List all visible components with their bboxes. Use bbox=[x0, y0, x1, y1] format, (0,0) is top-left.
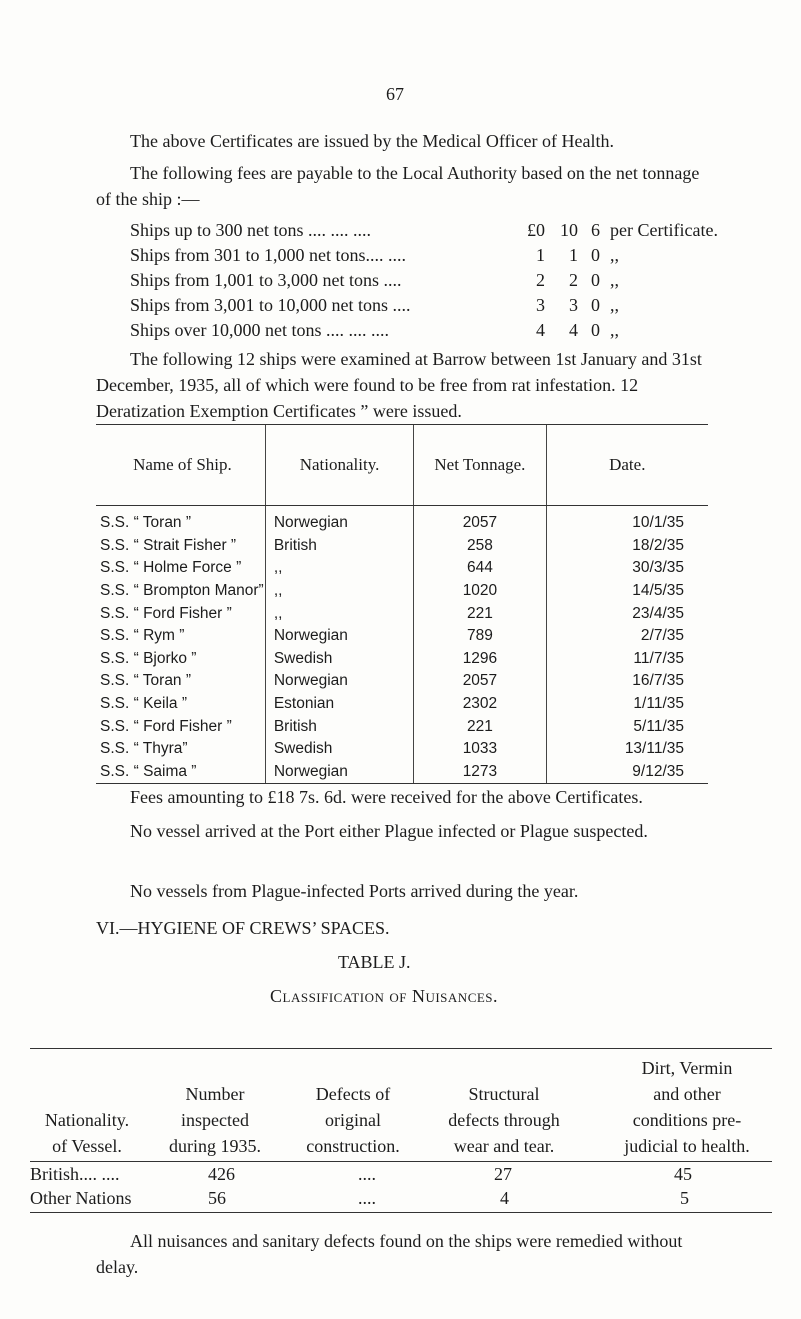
nuisance-dirt: 5 bbox=[680, 1188, 689, 1208]
closing-paragraph: All nuisances and sanitary defects found on the ships were remedied without delay. bbox=[96, 1231, 683, 1277]
examination-paragraph: The following 12 ships were examined at Barrow between 1st January and 31st December, 1935, all of which were found to be free from rat infestation. 12 Deratization Exemption Certificates ” were issued. bbox=[96, 349, 702, 421]
fee-shillings: 2 bbox=[569, 270, 578, 290]
header-structural: Structural defects through wear and tear. bbox=[448, 1084, 560, 1156]
table-row bbox=[96, 506, 708, 535]
ship-date: 10/1/35 bbox=[546, 506, 708, 535]
ship-tonnage: 2302 bbox=[414, 693, 546, 716]
table-row bbox=[96, 715, 708, 738]
ship-name: S.S. “ Toran ” bbox=[100, 672, 192, 690]
nuisances-body bbox=[30, 1162, 772, 1213]
header-number-inspected: Number inspected during 1935. bbox=[169, 1084, 261, 1156]
ship-tonnage: 2057 bbox=[414, 506, 546, 535]
ship-nationality: ,, bbox=[265, 557, 413, 580]
ship-date: 5/11/35 bbox=[546, 715, 708, 738]
ship-date: 11/7/35 bbox=[546, 648, 708, 671]
fee-pence: 0 bbox=[591, 245, 600, 265]
nuisance-number: 426 bbox=[208, 1164, 235, 1184]
fee-description: Ships up to 300 net tons .... .... .... bbox=[130, 220, 372, 240]
ship-date: 23/4/35 bbox=[546, 602, 708, 625]
fee-row bbox=[130, 218, 730, 243]
ship-nationality: ,, bbox=[265, 580, 413, 603]
fee-pounds: 4 bbox=[536, 320, 545, 340]
intro-paragraph-1: The above Certificates are issued by the Medical Officer of Health. bbox=[130, 131, 614, 151]
ship-nationality: Swedish bbox=[265, 738, 413, 761]
fee-description: Ships from 1,001 to 3,000 net tons .... bbox=[130, 270, 402, 290]
fee-note: per Certificate. bbox=[610, 220, 718, 240]
fee-pence: 0 bbox=[591, 270, 600, 290]
ship-nationality: Swedish bbox=[265, 648, 413, 671]
fee-pounds: 3 bbox=[536, 295, 545, 315]
fee-description: Ships over 10,000 net tons .... .... .... bbox=[130, 320, 389, 340]
ship-nationality: Norwegian bbox=[265, 761, 413, 784]
fee-note: ,, bbox=[610, 245, 619, 265]
fee-description: Ships from 3,001 to 10,000 net tons .... bbox=[130, 295, 411, 315]
nuisance-defects: .... bbox=[358, 1164, 376, 1184]
fee-pounds: £0 bbox=[527, 220, 545, 240]
fee-row bbox=[130, 243, 730, 268]
fee-note: ,, bbox=[610, 295, 619, 315]
fee-description: Ships from 301 to 1,000 net tons.... .... bbox=[130, 245, 407, 265]
table-row bbox=[96, 580, 708, 603]
ship-tonnage: 2057 bbox=[414, 670, 546, 693]
fee-pounds: 1 bbox=[536, 245, 545, 265]
nuisance-nationality: British.... .... bbox=[30, 1164, 120, 1184]
ships-table bbox=[96, 424, 708, 784]
table-row bbox=[96, 557, 708, 580]
ship-date: 14/5/35 bbox=[546, 580, 708, 603]
table-row bbox=[96, 625, 708, 648]
nuisances-header bbox=[30, 1048, 772, 1162]
header-date: Date. bbox=[546, 425, 708, 506]
ship-tonnage: 644 bbox=[414, 557, 546, 580]
ship-nationality: ,, bbox=[265, 602, 413, 625]
table-j-title: TABLE J. bbox=[338, 952, 411, 972]
nuisance-dirt: 45 bbox=[674, 1164, 692, 1184]
table-row bbox=[96, 693, 708, 716]
nuisance-structural: 27 bbox=[494, 1164, 512, 1184]
fee-row bbox=[130, 268, 730, 293]
nuisance-structural: 4 bbox=[500, 1188, 509, 1208]
ship-tonnage: 221 bbox=[414, 715, 546, 738]
fee-shillings: 10 bbox=[560, 220, 578, 240]
fee-shillings: 4 bbox=[569, 320, 578, 340]
ship-tonnage: 1296 bbox=[414, 648, 546, 671]
ship-date: 16/7/35 bbox=[546, 670, 708, 693]
header-nationality: Nationality. bbox=[265, 425, 413, 506]
header-defects: Defects of original construction. bbox=[306, 1084, 400, 1156]
table-row bbox=[96, 738, 708, 761]
table-row bbox=[30, 1162, 772, 1186]
ship-date: 9/12/35 bbox=[546, 761, 708, 784]
table-row bbox=[96, 670, 708, 693]
ship-date: 18/2/35 bbox=[546, 535, 708, 558]
fee-note: ,, bbox=[610, 320, 619, 340]
fee-note: ,, bbox=[610, 270, 619, 290]
fee-row bbox=[130, 293, 730, 318]
ship-name: S.S. “ Ford Fisher ” bbox=[100, 604, 232, 622]
fee-pence: 6 bbox=[591, 220, 600, 240]
header-dirt-vermin: Dirt, Vermin and other conditions pre- judicial to health. bbox=[624, 1058, 750, 1156]
ship-tonnage: 1020 bbox=[414, 580, 546, 603]
ship-name: S.S. “ Rym ” bbox=[100, 627, 185, 645]
header-name: Name of Ship. bbox=[96, 425, 265, 506]
ship-tonnage: 258 bbox=[414, 535, 546, 558]
intro-paragraph-2: The following fees are payable to the Local Authority based on the net tonnage of the ship :— bbox=[96, 163, 700, 209]
ship-name: S.S. “ Brompton Manor” bbox=[100, 582, 264, 600]
ship-tonnage: 221 bbox=[414, 602, 546, 625]
ship-name: S.S. “ Thyra” bbox=[100, 740, 188, 758]
fee-pence: 0 bbox=[591, 320, 600, 340]
table-row bbox=[96, 602, 708, 625]
ship-name: S.S. “ Holme Force ” bbox=[100, 559, 242, 577]
ship-name: S.S. “ Bjorko ” bbox=[100, 649, 197, 667]
ship-date: 2/7/35 bbox=[546, 625, 708, 648]
ship-tonnage: 1273 bbox=[414, 761, 546, 784]
ship-nationality: Norwegian bbox=[265, 625, 413, 648]
ship-nationality: Estonian bbox=[265, 693, 413, 716]
section-heading: VI.—HYGIENE OF CREWS’ SPACES. bbox=[96, 918, 390, 938]
ship-name: S.S. “ Strait Fisher ” bbox=[100, 536, 237, 554]
table-row bbox=[30, 1186, 772, 1210]
fee-shillings: 3 bbox=[569, 295, 578, 315]
ship-name: S.S. “ Toran ” bbox=[100, 514, 192, 532]
nuisance-nationality: Other Nations bbox=[30, 1188, 132, 1208]
table-row bbox=[96, 761, 708, 784]
page-number: 67 bbox=[386, 84, 404, 104]
ship-tonnage: 789 bbox=[414, 625, 546, 648]
ship-tonnage: 1033 bbox=[414, 738, 546, 761]
ship-name: S.S. “ Ford Fisher ” bbox=[100, 717, 232, 735]
ship-date: 30/3/35 bbox=[546, 557, 708, 580]
header-tonnage: Net Tonnage. bbox=[414, 425, 546, 506]
ship-name: S.S. “ Saima ” bbox=[96, 761, 265, 784]
ship-date: 1/11/35 bbox=[546, 693, 708, 716]
plague-ports-paragraph: No vessels from Plague-infected Ports arrived during the year. bbox=[130, 881, 579, 901]
fee-row bbox=[130, 318, 730, 343]
fee-shillings: 1 bbox=[569, 245, 578, 265]
fee-pounds: 2 bbox=[536, 270, 545, 290]
ship-nationality: Norwegian bbox=[265, 670, 413, 693]
nuisance-number: 56 bbox=[208, 1188, 226, 1208]
nuisances-table bbox=[30, 1048, 772, 1213]
fees-received-paragraph: Fees amounting to £18 7s. 6d. were received for the above Certificates. bbox=[130, 787, 643, 807]
ship-nationality: British bbox=[265, 535, 413, 558]
table-row bbox=[96, 648, 708, 671]
plague-paragraph: No vessel arrived at the Port either Plague infected or Plague suspected. bbox=[130, 821, 648, 841]
table-row bbox=[96, 535, 708, 558]
header-nationality: Nationality. of Vessel. bbox=[44, 1110, 130, 1156]
ships-table-header bbox=[96, 425, 708, 506]
ship-nationality: Norwegian bbox=[265, 506, 413, 535]
ship-date: 13/11/35 bbox=[546, 738, 708, 761]
ship-nationality: British bbox=[265, 715, 413, 738]
fee-pence: 0 bbox=[591, 295, 600, 315]
table-j-subtitle: Classification of Nuisances. bbox=[270, 986, 499, 1006]
nuisance-defects: .... bbox=[358, 1188, 376, 1208]
ship-name: S.S. “ Keila ” bbox=[100, 695, 187, 713]
fees-list bbox=[130, 218, 730, 343]
